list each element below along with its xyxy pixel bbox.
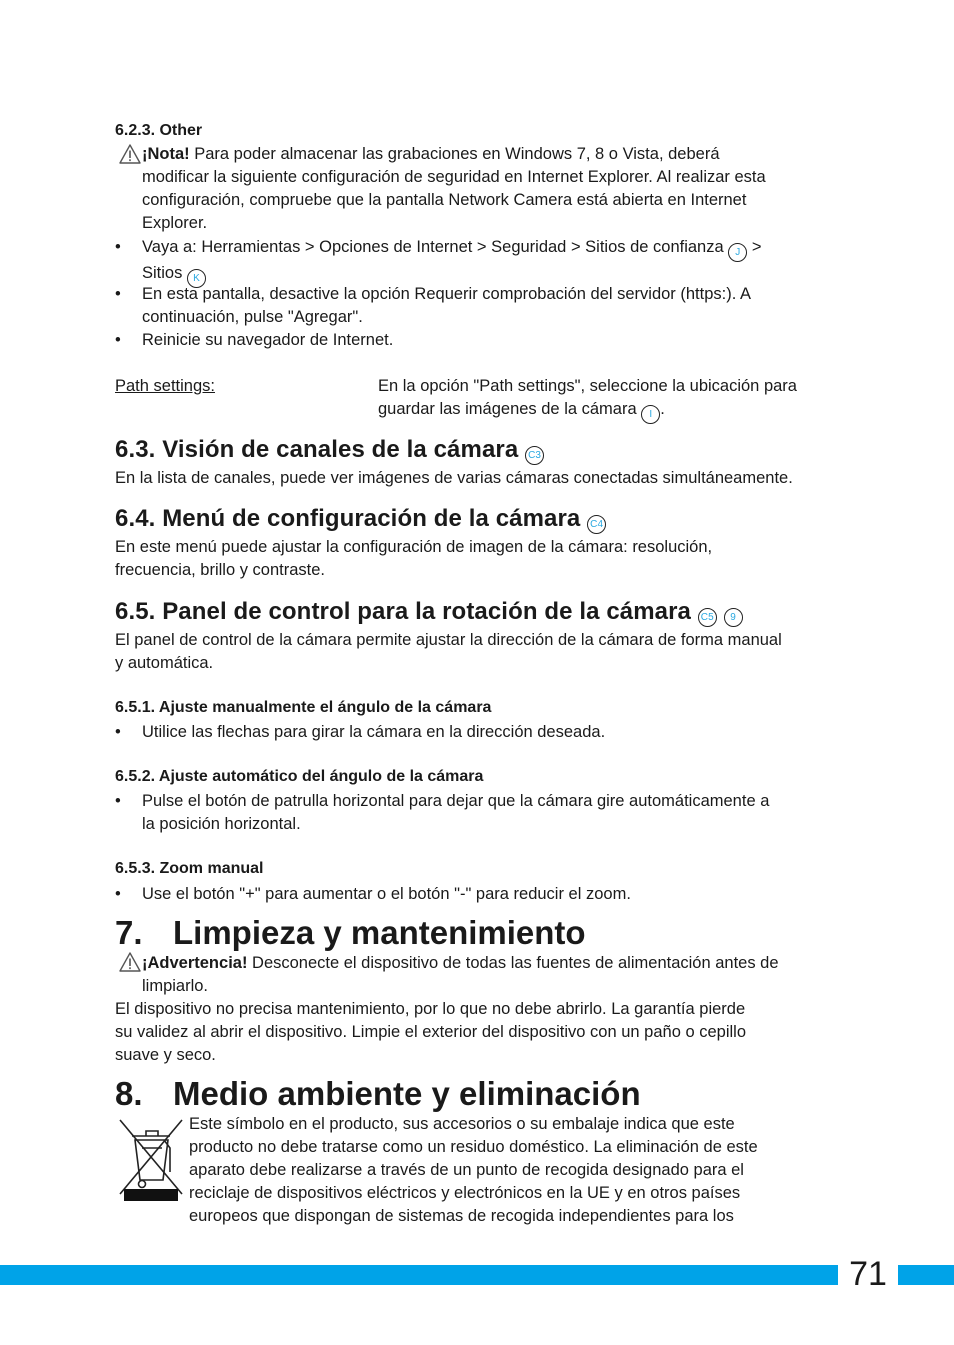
note-label: ¡Nota! (142, 145, 190, 163)
note-text: Explorer. (142, 214, 208, 232)
footer-bar (0, 1265, 954, 1285)
section-7-line: El dispositivo no precisa mantenimiento, por lo que no debe abrirlo. La garantía pierde (115, 1000, 746, 1018)
section-6-5-text (115, 629, 850, 675)
section-8-line: aparato debe realizarse a través de un punto de recogida designado para el (189, 1161, 744, 1179)
section-6-5-line: El panel de control de la cámara permite ajustar la dirección de la cámara de forma manual (115, 631, 782, 649)
warning-label: ¡Advertencia! (142, 954, 248, 972)
section-6-4-line: frecuencia, brillo y contraste. (115, 561, 326, 579)
list-item-text: > (747, 238, 762, 256)
section-8-number: 8. (115, 1075, 143, 1112)
section-6-4-text (115, 536, 845, 582)
section-6-5-3-title: 6.5.3. Zoom manual (115, 860, 264, 877)
path-settings-text: guardar las imágenes de la cámara (378, 400, 637, 418)
warning-text: Desconecte el dispositivo de todas las fuentes de alimentación antes de (247, 954, 779, 972)
path-settings-label: Path settings: (115, 377, 215, 395)
callout-badge: C4 (587, 515, 606, 534)
list-item: Use el botón "+" para aumentar o el botón "-" para reducir el zoom. (142, 885, 631, 903)
list-item (142, 283, 842, 329)
list-item-text: continuación, pulse "Agregar". (142, 308, 363, 326)
section-6-3-title-text: 6.3. Visión de canales de la cámara (115, 436, 519, 463)
section-6-5-title-text: 6.5. Panel de control para la rotación de la cámara (115, 598, 691, 625)
list-item (142, 236, 842, 288)
section-7-number: 7. (115, 914, 143, 951)
section-7-line: suave y seco. (115, 1046, 216, 1064)
section-6-3-title (115, 436, 544, 465)
callout-badge: J (728, 243, 747, 262)
bullet-dot: • (115, 238, 121, 256)
callout-badge: 9 (724, 608, 743, 627)
warning-triangle-icon (119, 952, 141, 972)
path-settings-text: . (660, 400, 665, 418)
bullet-dot: • (115, 792, 121, 810)
warning-paragraph (142, 952, 842, 998)
section-6-5-1-title: 6.5.1. Ajuste manualmente el ángulo de la cámara (115, 699, 492, 716)
warning-text: limpiarlo. (142, 977, 209, 995)
note-text: configuración, compruebe que la pantalla Network Camera está abierta en Internet (142, 191, 747, 209)
list-item-text: En esta pantalla, desactive la opción Requerir comprobación del servidor (https:). A (142, 285, 751, 303)
callout-badge: C3 (525, 446, 544, 465)
bullet-dot: • (115, 285, 121, 303)
bullet-dot: • (115, 723, 121, 741)
section-8-line: producto no debe tratarse como un residuo doméstico. La eliminación de este (189, 1138, 758, 1156)
section-6-2-3-title: 6.2.3. Other (115, 122, 203, 139)
section-7-title (115, 914, 586, 952)
section-7-paragraph (115, 998, 835, 1067)
list-item (142, 790, 847, 836)
page-number: 71 (849, 1255, 887, 1293)
warning-triangle-icon (119, 144, 141, 164)
section-7-line: su validez al abrir el dispositivo. Limpie el exterior del dispositivo con un paño o cepillo (115, 1023, 747, 1041)
list-item-text: Pulse el botón de patrulla horizontal para dejar que la cámara gire automáticamente a (142, 792, 770, 810)
bullet-dot: • (115, 885, 121, 903)
section-8-line: europeos que dispongan de sistemas de recogida independientes para los (189, 1207, 734, 1225)
callout-badge: I (641, 405, 660, 424)
section-8-title-text: Medio ambiente y eliminación (173, 1075, 641, 1112)
section-6-3-text: En la lista de canales, puede ver imágenes de varias cámaras conectadas simultáneamente. (115, 469, 793, 487)
section-8-paragraph (189, 1113, 839, 1228)
section-6-5-line: y automática. (115, 654, 214, 672)
list-item-text: la posición horizontal. (142, 815, 301, 833)
section-8-line: reciclaje de dispositivos eléctricos y electrónicos en la UE y en otros países (189, 1184, 741, 1202)
path-settings-description (378, 375, 848, 424)
path-settings-text: En la opción "Path settings", seleccione la ubicación para (378, 377, 797, 395)
list-item: Reinicie su navegador de Internet. (142, 331, 394, 349)
section-6-4-title (115, 505, 606, 534)
list-item-text: Sitios (142, 264, 183, 282)
section-8-title (115, 1075, 641, 1113)
note-paragraph (142, 143, 842, 235)
note-text: Para poder almacenar las grabaciones en Windows 7, 8 o Vista, deberá (189, 145, 720, 163)
section-6-5-title (115, 598, 743, 627)
section-7-title-text: Limpieza y mantenimiento (173, 914, 586, 951)
crossed-out-wheelie-bin-icon (118, 1118, 184, 1204)
section-6-4-line: En este menú puede ajustar la configuración de imagen de la cámara: resolución, (115, 538, 713, 556)
section-6-5-2-title: 6.5.2. Ajuste automático del ángulo de la cámara (115, 768, 484, 785)
list-item-text: Vaya a: Herramientas > Opciones de Internet > Seguridad > Sitios de confianza (142, 238, 724, 256)
bullet-dot: • (115, 331, 121, 349)
list-item: Utilice las flechas para girar la cámara en la dirección deseada. (142, 723, 606, 741)
section-8-line: Este símbolo en el producto, sus accesorios o su embalaje indica que este (189, 1115, 735, 1133)
callout-badge: K (187, 269, 206, 288)
callout-badge: C5 (698, 608, 717, 627)
section-6-4-title-text: 6.4. Menú de configuración de la cámara (115, 505, 581, 532)
note-text: modificar la siguiente configuración de seguridad en Internet Explorer. Al realizar esta (142, 168, 766, 186)
